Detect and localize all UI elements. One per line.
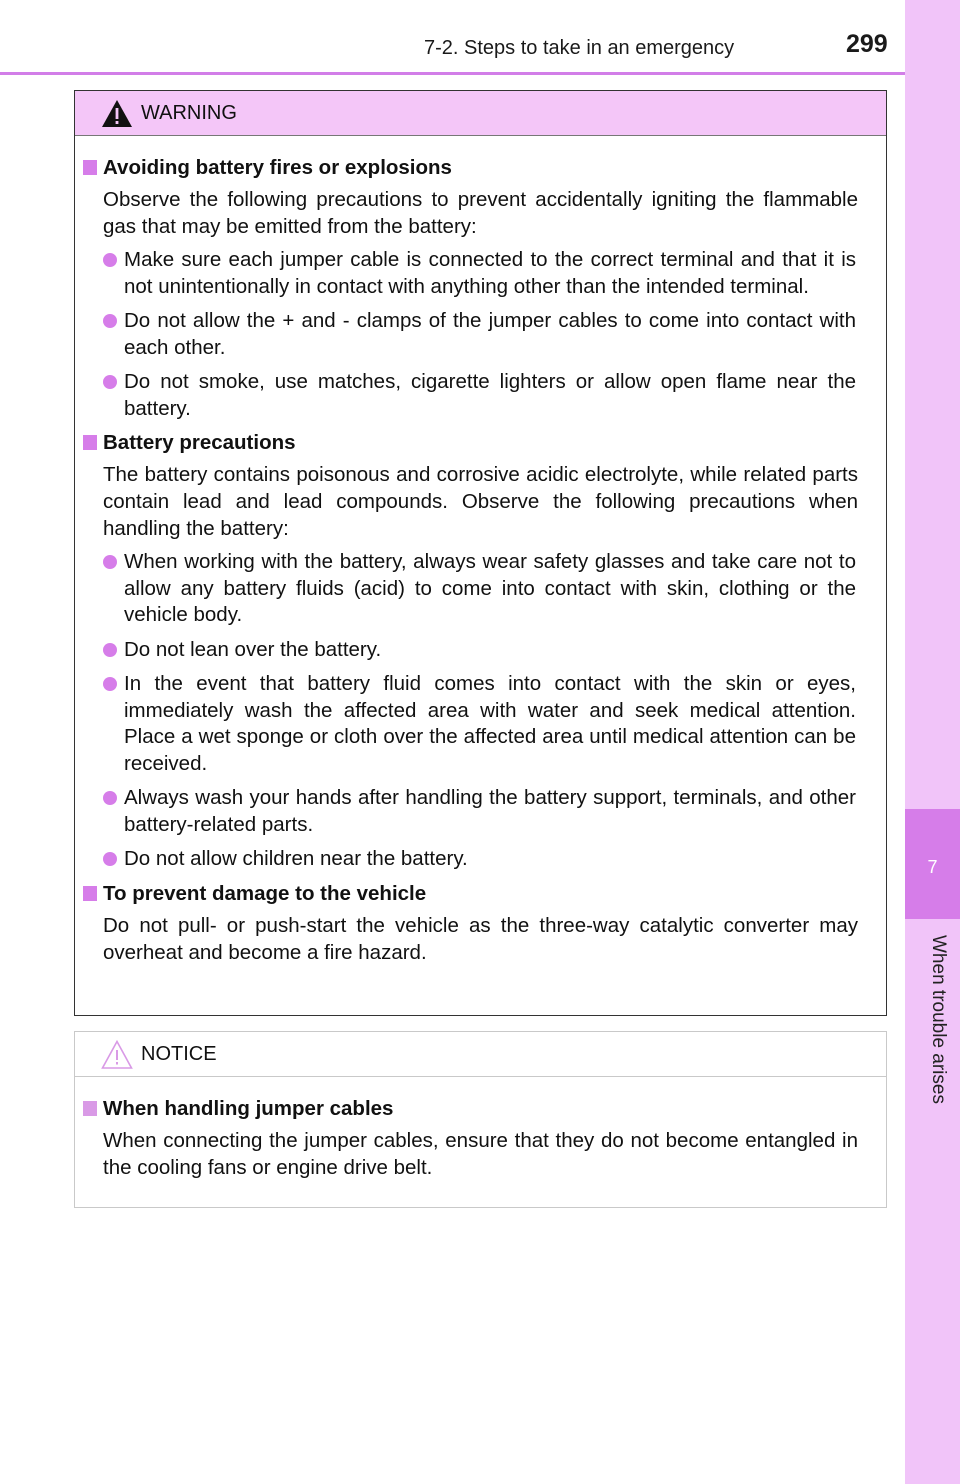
bullet-list [103, 247, 858, 422]
notice-box [74, 1031, 887, 1208]
circle-bullet-icon [103, 555, 117, 569]
notice-body [75, 1096, 886, 1181]
page-header [0, 0, 905, 75]
square-bullet-icon [83, 435, 97, 450]
circle-bullet-icon [103, 643, 117, 657]
section-text: The battery contains poisonous and corrosive acidic electrolyte, while related parts contain lead and lead compounds. Observe the following precautions when handling the battery: [103, 463, 858, 540]
chapter-number: 7 [927, 857, 938, 877]
section-text: When connecting the jumper cables, ensure that they do not become entangled in the cooling fans or engine drive belt. [103, 1129, 858, 1179]
circle-bullet-icon [103, 791, 117, 805]
warning-body [75, 155, 886, 973]
list-item: Do not lean over the battery. [103, 637, 858, 664]
warning-section [75, 155, 886, 422]
list-item: Do not allow children near the battery. [103, 846, 858, 873]
square-bullet-icon [83, 160, 97, 175]
warning-header [75, 91, 886, 136]
section-heading: When handling jumper cables [103, 1096, 858, 1122]
notice-section [75, 1096, 886, 1181]
chapter-label: When trouble arises [928, 935, 949, 1104]
list-item: When working with the battery, always wear safety glasses and take care not to allow any battery fluids (acid) to come into contact with skin, clothing or the vehicle body. [103, 549, 858, 629]
page-number: 299 [846, 30, 888, 58]
square-bullet-icon [83, 1101, 97, 1116]
notice-triangle-icon [101, 1040, 133, 1070]
section-heading: Avoiding battery fires or explosions [103, 155, 858, 181]
warning-triangle-icon [101, 99, 133, 129]
circle-bullet-icon [103, 375, 117, 389]
list-item: Make sure each jumper cable is connected to the correct terminal and that it is not unintentionally in contact with anything other than the intended terminal. [103, 247, 858, 300]
side-tab [905, 0, 960, 1484]
circle-bullet-icon [103, 253, 117, 267]
list-item: Always wash your hands after handling the battery support, terminals, and other battery-related parts. [103, 785, 858, 838]
section-title: 7-2. Steps to take in an emergency [424, 37, 735, 59]
list-item: Do not allow the + and - clamps of the jumper cables to come into contact with each other. [103, 308, 858, 361]
notice-label: NOTICE [141, 1043, 217, 1065]
warning-box [74, 90, 887, 1016]
warning-section [75, 881, 886, 966]
notice-header [75, 1032, 886, 1077]
circle-bullet-icon [103, 852, 117, 866]
list-item: Do not smoke, use matches, cigarette lighters or allow open flame near the battery. [103, 369, 858, 422]
section-text: Observe the following precautions to prevent accidentally igniting the flammable gas that may be emitted from the battery: [103, 188, 858, 238]
warning-section [75, 430, 886, 873]
circle-bullet-icon [103, 677, 117, 691]
list-item: In the event that battery fluid comes into contact with the skin or eyes, immediately wash the affected area with water and seek medical attention. Place a wet sponge or cloth over the affected area until medical attention can be received. [103, 671, 858, 777]
section-heading: Battery precautions [103, 430, 858, 456]
square-bullet-icon [83, 886, 97, 901]
section-text: Do not pull- or push-start the vehicle as the three-way catalytic converter may overheat and become a fire hazard. [103, 913, 858, 964]
circle-bullet-icon [103, 314, 117, 328]
section-heading: To prevent damage to the vehicle [103, 881, 858, 907]
chapter-tab [905, 809, 960, 919]
warning-label: WARNING [141, 102, 237, 124]
bullet-list [103, 549, 858, 873]
